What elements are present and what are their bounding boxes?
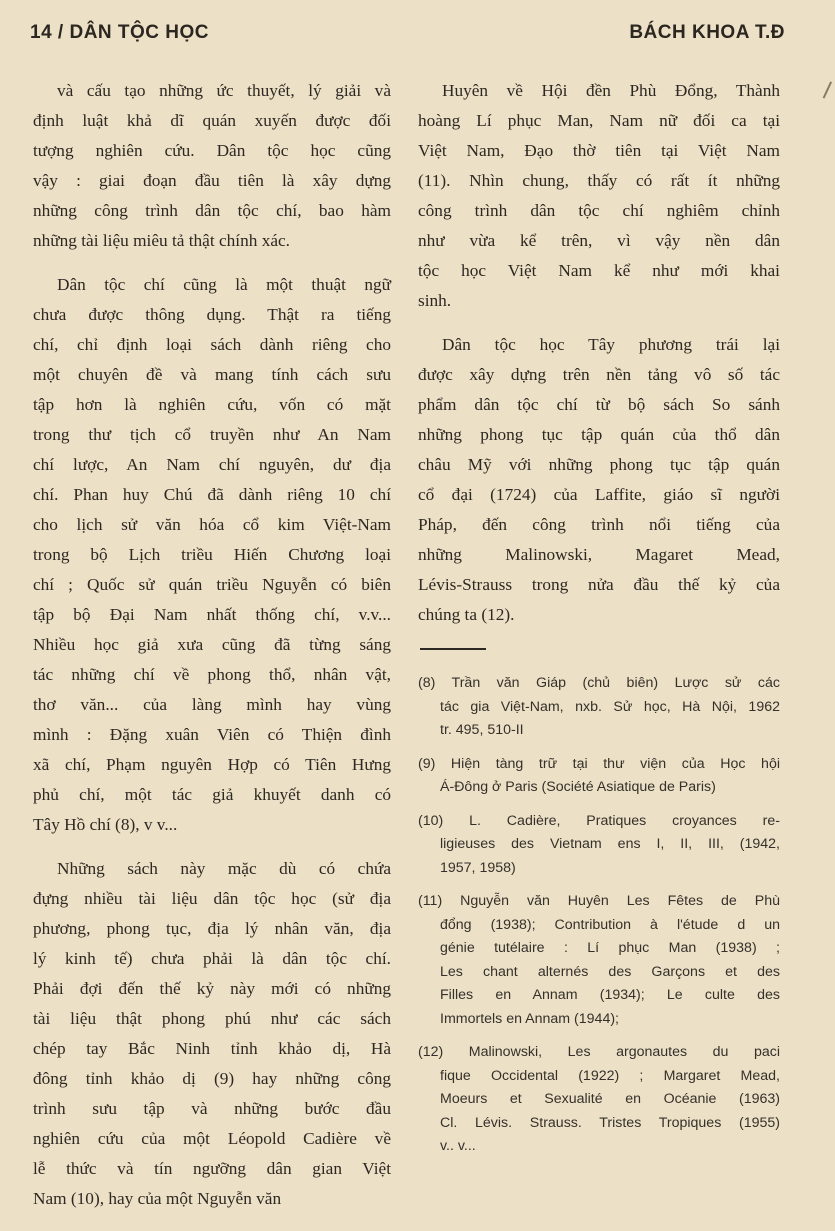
footnote [418, 810, 780, 881]
right-column [418, 76, 780, 644]
text-line: châu Mỹ với những phong tục tập quán [418, 455, 780, 474]
text-line: tác những chí về phong thổ, nhân vật, [33, 665, 391, 684]
text-line: Pháp, đến công trình nổi tiếng của [418, 515, 780, 534]
text-line: những công trình dân tộc chí, bao hàm [33, 201, 391, 220]
text-line: Lévis-Strauss trong nửa đầu thế kỷ của [418, 575, 780, 594]
text-line: Việt Nam, Đạo thờ tiên tại Việt Nam [418, 141, 780, 160]
text-line: và cấu tạo những ức thuyết, lý giải và [57, 81, 391, 100]
paragraph [33, 270, 391, 840]
text-line: những phong tục tập quán của thổ dân [418, 425, 780, 444]
text-line: Những sách này mặc dù có chứa [57, 859, 391, 878]
text-line: v.. v... [440, 1138, 476, 1154]
text-line: vậy : giai đoạn đầu tiên là xây dựng [33, 171, 391, 190]
text-line: công trình dân tộc chí nghiêm chỉnh [418, 201, 780, 220]
text-line: tập bộ Đại Nam nhất thống chí, v.v... [33, 605, 391, 624]
text-line: Cl. Lévis. Strauss. Tristes Tropiques (1955) [440, 1114, 780, 1131]
text-line: trong bộ Lịch triều Hiến Chương loại [33, 545, 391, 564]
text-line: mình : Đặng xuân Viên có Thiện đình [33, 725, 391, 744]
text-line: Dân tộc học Tây phương trái lại [442, 335, 780, 354]
text-line: génie tutélaire : Lí phục Man (1938) ; [440, 940, 780, 956]
text-line: được xây dựng trên nền tảng vô số tác [418, 365, 780, 384]
text-line: Á-Đông ở Paris (Société Asiatique de Paris) [440, 779, 716, 795]
footnote [418, 672, 780, 743]
text-line: cổ đại (1724) của Laffite, giáo sĩ người [418, 485, 780, 504]
paragraph [33, 854, 391, 1214]
text-line: (11). Nhìn chung, thấy có rất ít những [418, 171, 780, 190]
text-line: fique Occidental (1922) ; Margaret Mead, [440, 1067, 780, 1084]
header-left: 14 / DÂN TỘC HỌC [30, 22, 210, 43]
text-line: thơ văn... của làng mình hay vùng [33, 695, 391, 714]
paragraph [418, 76, 780, 316]
margin-mark [810, 75, 832, 98]
text-line: Nhiều học giả xưa cũng đã từng sáng [33, 635, 391, 654]
text-line: Phải đợi đến thế kỷ này mới có những [33, 979, 391, 998]
footnote [418, 1041, 780, 1159]
footnotes [418, 672, 780, 1169]
text-line: những tài liệu miêu tả thật chính xác. [33, 231, 290, 250]
text-line: Immortels en Annam (1944); [440, 1010, 619, 1027]
text-line: nghiên cứu của một Léopold Cadière về [33, 1129, 391, 1148]
text-line: lý kinh tế) chưa phải là dân tộc chí. [33, 949, 391, 968]
text-line: một chuyên đề và mang tính cách sưu [33, 365, 391, 384]
text-line: chí, chỉ định loại sách dành riêng cho [33, 335, 391, 354]
text-line: định luật khả dĩ quán xuyến được đối [33, 111, 391, 130]
text-line: tr. 495, 510-II [440, 722, 524, 738]
text-line: Les chant alternés des Garçons et des [440, 963, 780, 980]
text-line: 1957, 1958) [440, 859, 516, 876]
paragraph [418, 330, 780, 630]
text-line: Huyên về Hội đền Phù Đổng, Thành [442, 81, 780, 100]
text-line: (10) L. Cadière, Pratiques croyances re- [418, 812, 780, 829]
text-line: tài liệu thật phong phú như các sách [33, 1009, 391, 1028]
text-line: trình sưu tập và những bước đầu [33, 1099, 391, 1118]
paragraph [33, 76, 391, 256]
text-line: chí lược, An Nam chí nguyên, dư địa [33, 455, 391, 474]
text-line: Filles en Annam (1934); Le culte des [440, 987, 780, 1003]
text-line: (12) Malinowski, Les argonautes du paci [418, 1044, 780, 1060]
text-line: Nam (10), hay của một Nguyễn văn [33, 1189, 282, 1208]
text-line: cho lịch sử văn hóa cổ kim Việt-Nam [33, 515, 391, 534]
text-line: tập hơn là nghiên cứu, vốn có mặt [33, 395, 391, 414]
footnote [418, 753, 780, 800]
text-line: phủ chí, một tác giả khuyết danh có [33, 785, 391, 804]
text-line: Tây Hồ chí (8), v v... [33, 815, 178, 834]
text-line: sinh. [418, 291, 452, 310]
text-line: đông tỉnh khảo dị (9) hay những công [33, 1069, 391, 1088]
text-line: tộc học Việt Nam kể như mới khai [418, 261, 780, 280]
text-line: (8) Trần văn Giáp (chủ biên) Lược sử các [418, 675, 780, 691]
text-line: Moeurs et Sexualité en Océanie (1963) [440, 1091, 780, 1107]
text-line: chí. Phan huy Chú đã dành riêng 10 chí [33, 485, 391, 504]
footnote [418, 890, 780, 1031]
text-line: phẩm dân tộc chí từ bộ sách So sánh [418, 395, 780, 414]
text-line: xã chí, Phạm nguyên Hợp có Tiên Hưng [33, 755, 391, 774]
text-line: Dân tộc chí cũng là một thuật ngữ [57, 275, 391, 294]
text-line: chúng ta (12). [418, 605, 515, 624]
header-right: BÁCH KHOA T.Đ [629, 22, 785, 43]
text-line: đựng nhiều tài liệu dân tộc học (sử địa [33, 889, 391, 908]
text-line: chí ; Quốc sử quán triều Nguyễn có biên [33, 575, 391, 594]
text-line: tác gia Việt-Nam, nxb. Sử học, Hà Nội, 1962 [440, 698, 780, 715]
text-line: đổng (1938); Contribution à l'étude d un [440, 916, 780, 933]
text-line: ligieuses des Vietnam ens I, II, III, (1942, [440, 836, 780, 852]
left-column [33, 76, 391, 1228]
text-line: (11) Nguyễn văn Huyên Les Fêtes de Phù [418, 893, 780, 909]
text-line: tượng nghiên cứu. Dân tộc học cũng [33, 141, 391, 160]
text-line: lễ thức và tín ngưỡng dân gian Việt [33, 1159, 391, 1178]
text-line: trong thư tịch cổ truyền như An Nam [33, 425, 391, 444]
text-line: như vừa kể trên, vì vậy nền dân [418, 231, 780, 250]
text-line: những Malinowski, Magaret Mead, [418, 545, 780, 564]
footnote-rule [420, 648, 486, 650]
text-line: hoàng Lí phục Man, Nam nữ đối ca tại [418, 111, 780, 130]
text-line: chưa được thông dụng. Thật ra tiếng [33, 305, 391, 324]
text-line: chép tay Bắc Ninh tỉnh khảo dị, Hà [33, 1039, 391, 1058]
text-line: (9) Hiện tàng trữ tại thư viện của Học hội [418, 755, 780, 772]
text-line: phương, phong tục, địa lý nhân văn, địa [33, 919, 391, 938]
running-header [30, 22, 785, 52]
